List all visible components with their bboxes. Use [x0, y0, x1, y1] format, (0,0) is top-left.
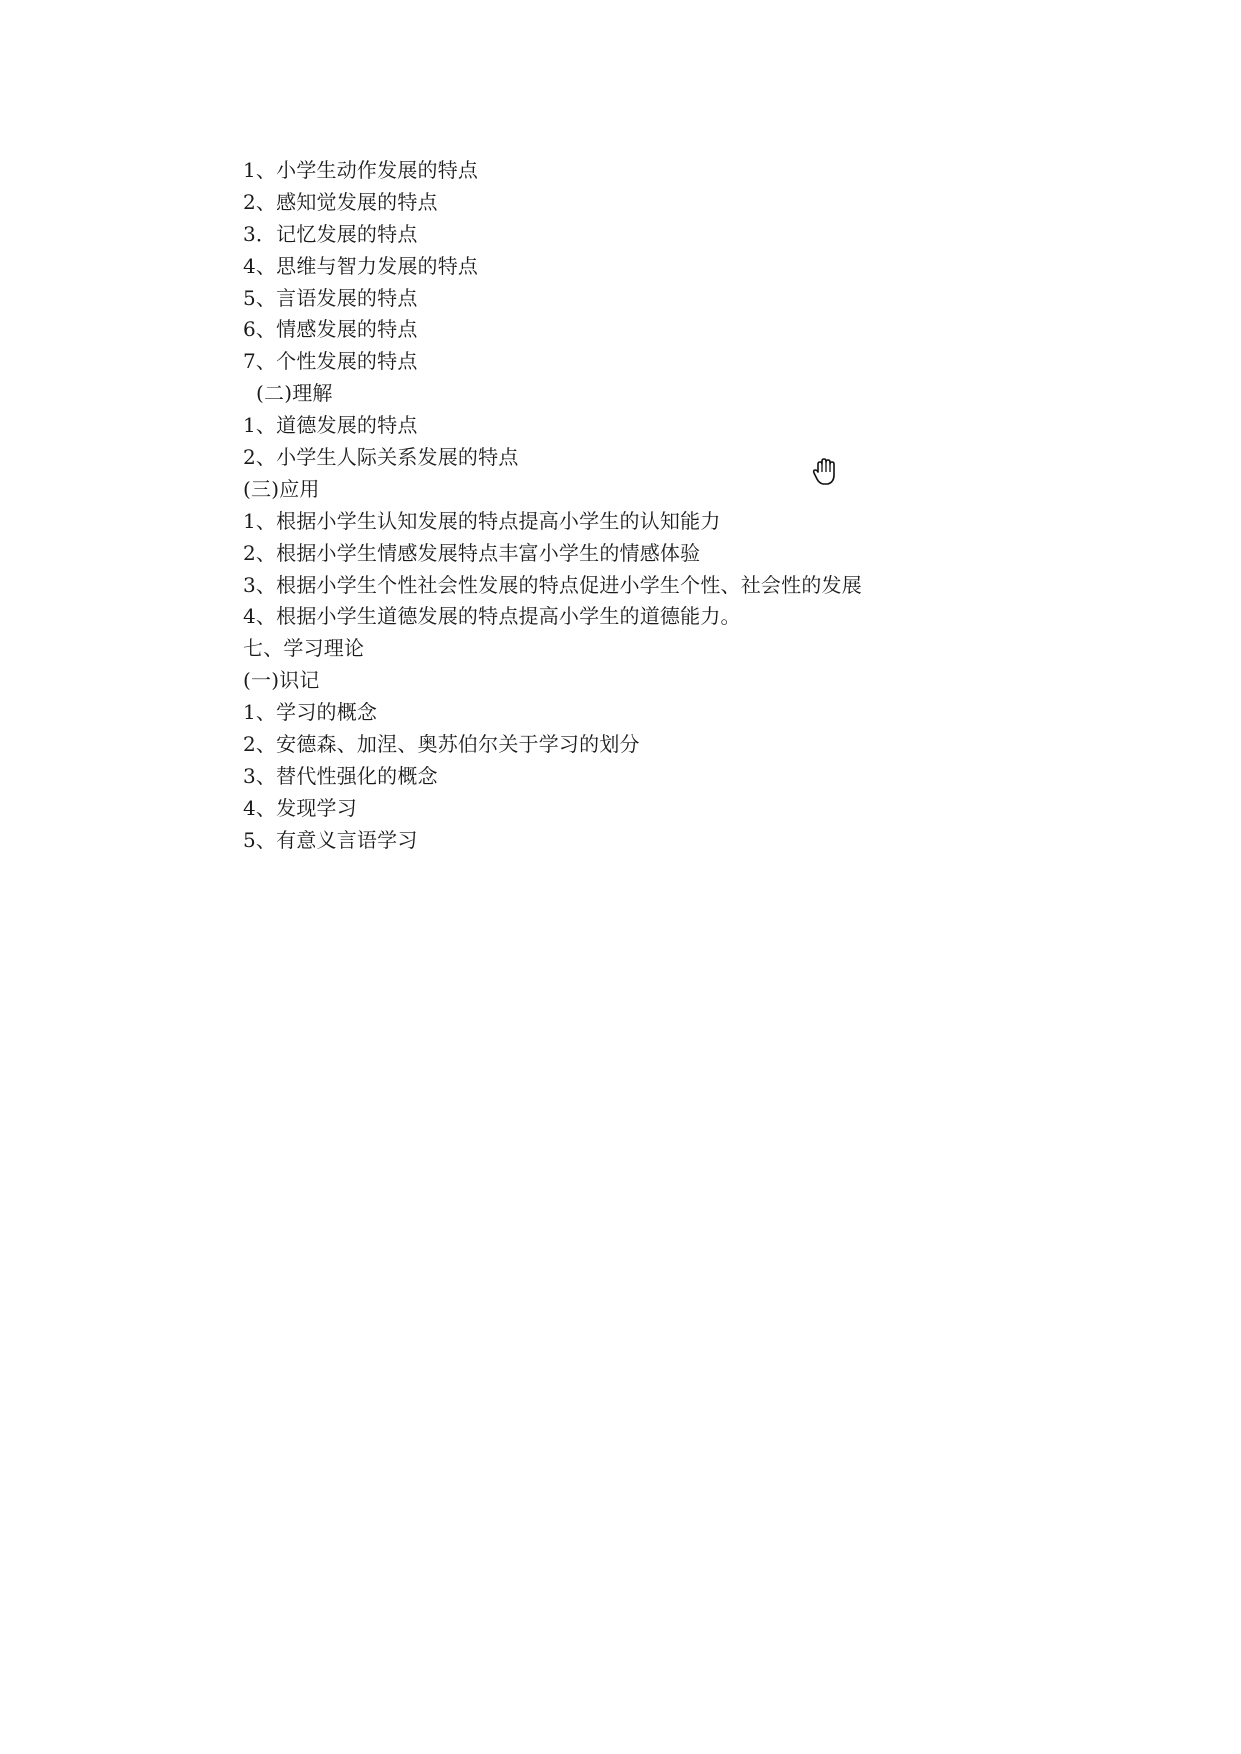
outline-item: 1、根据小学生认知发展的特点提高小学生的认知能力 [243, 508, 721, 533]
outline-item: 6、情感发展的特点 [243, 317, 418, 342]
outline-item: 4、发现学习 [243, 795, 357, 820]
outline-item: 2、安德森、加涅、奥苏伯尔关于学习的划分 [243, 732, 640, 757]
outline-item: 2、小学生人际关系发展的特点 [243, 445, 519, 470]
outline-item: 2、根据小学生情感发展特点丰富小学生的情感体验 [243, 540, 701, 565]
section-heading: (一)识记 [243, 668, 320, 693]
outline-item: 5、言语发展的特点 [243, 285, 418, 310]
outline-item: 1、学习的概念 [243, 700, 378, 725]
section-heading: (三)应用 [243, 476, 320, 501]
section-heading: (二)理解 [256, 381, 333, 406]
outline-item: 1、小学生动作发展的特点 [243, 158, 479, 182]
outline-item: 5、有意义言语学习 [243, 827, 418, 852]
chapter-heading: 七、学习理论 [243, 636, 365, 661]
outline-item: 3．记忆发展的特点 [243, 221, 418, 246]
outline-item: 3、替代性强化的概念 [243, 763, 438, 788]
document-body [243, 155, 1003, 857]
outline-item: 2、感知觉发展的特点 [243, 189, 438, 214]
hand-cursor-icon [812, 458, 838, 486]
outline-item: 7、个性发展的特点 [243, 349, 418, 374]
outline-item: 4、根据小学生道德发展的特点提高小学生的道德能力。 [243, 604, 741, 629]
outline-item: 3、根据小学生个性社会性发展的特点促进小学生个性、社会性的发展 [243, 572, 862, 597]
outline-item: 1、道德发展的特点 [243, 413, 418, 438]
outline-item: 4、思维与智力发展的特点 [243, 253, 479, 278]
